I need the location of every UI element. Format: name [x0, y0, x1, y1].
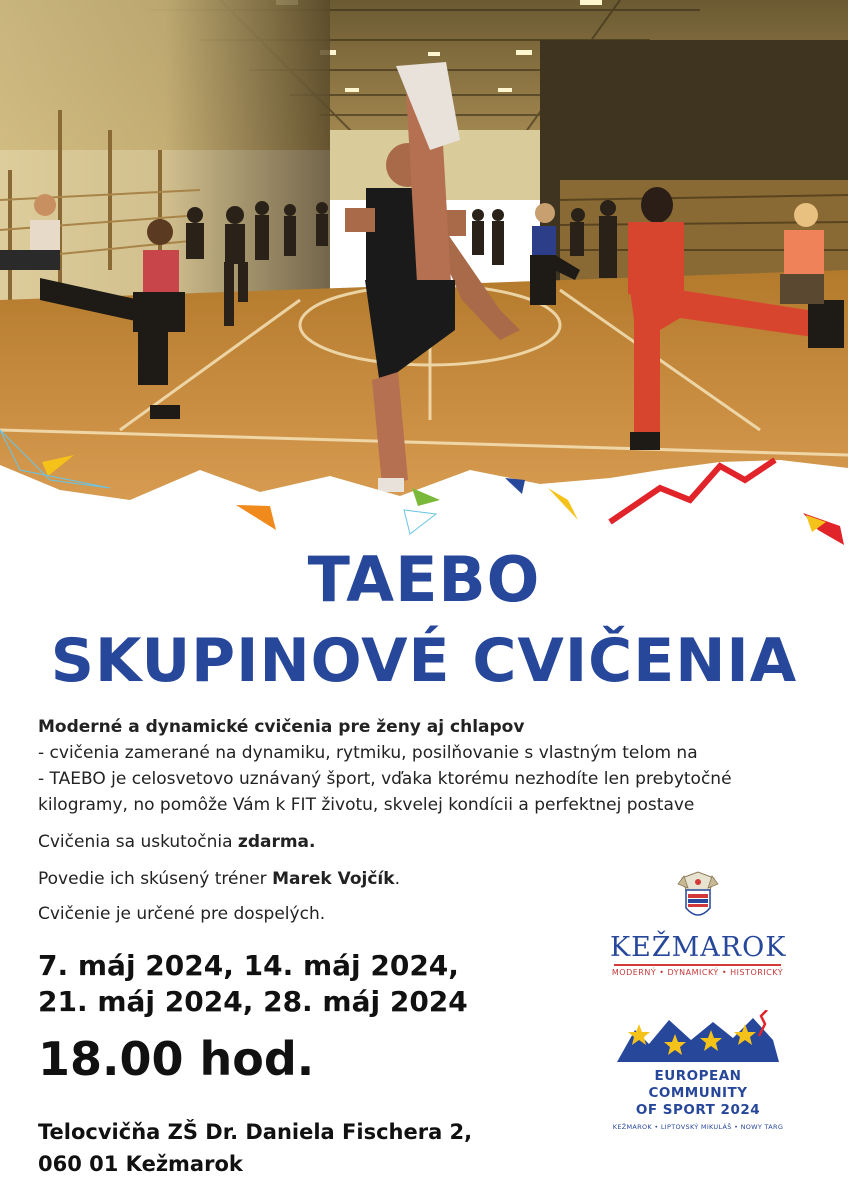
dates-line: 21. máj 2024, 28. máj 2024 — [38, 985, 468, 1018]
trainer-info — [38, 869, 400, 889]
intro-bullet: - cvičenia zamerané na dynamiku, rytmiku, posilňovanie s vlastným telom na — [38, 743, 698, 763]
ecs-cities: KEŽMAROK • LIPTOVSKÝ MIKULÁŠ • NOWY TARG — [612, 1123, 784, 1131]
gym-class-photo — [0, 0, 848, 560]
venue-block — [38, 1116, 472, 1180]
ecs-title-line1: EUROPEAN COMMUNITY — [648, 1068, 748, 1101]
dates-line: 7. máj 2024, 14. máj 2024, — [38, 949, 459, 982]
dates-block — [38, 948, 468, 1020]
free-prefix: Cvičenia sa uskutočnia — [38, 832, 238, 852]
kezmarok-divider — [614, 964, 781, 966]
kezmarok-name: KEŽMAROK — [610, 932, 787, 963]
free-bold: zdarma. — [237, 832, 316, 852]
trainer-prefix: Povedie ich skúsený tréner — [38, 869, 273, 889]
intro-lead: Moderné a dynamické cvičenia pre ženy aj chlapov — [38, 717, 525, 737]
trainer-suffix: . — [394, 869, 400, 889]
venue-line: 060 01 Kežmarok — [38, 1152, 243, 1176]
trainer-name: Marek Vojčík — [272, 869, 395, 889]
ecs-logo — [606, 1010, 790, 1131]
event-time: 18.00 hod. — [38, 1032, 315, 1086]
ecs-mountains-stars-icon — [613, 1010, 783, 1064]
title-taebo: TAEBO — [307, 543, 541, 616]
kezmarok-logo — [610, 870, 785, 977]
ecs-title-line2: OF SPORT 2024 — [635, 1102, 761, 1118]
adults-info: Cvičenie je určené pre dospelých. — [38, 904, 326, 924]
free-info — [38, 832, 315, 852]
kezmarok-tagline: MODERNÝ • DYNAMICKÝ • HISTORICKÝ — [611, 968, 784, 977]
kezmarok-crest-icon — [674, 870, 722, 926]
intro-block — [38, 714, 818, 818]
title-group-exercise: SKUPINOVÉ CVIČENIA — [50, 626, 798, 696]
intro-bullet: - TAEBO je celosvetovo uznávaný šport, vďaka ktorému nezhodíte len prebytočné kilogramy, no pomôže Vám k FIT životu, skvelej kondícii a perfektnej postave — [38, 769, 732, 815]
venue-line: Telocvičňa ZŠ Dr. Daniela Fischera 2, — [38, 1120, 473, 1144]
